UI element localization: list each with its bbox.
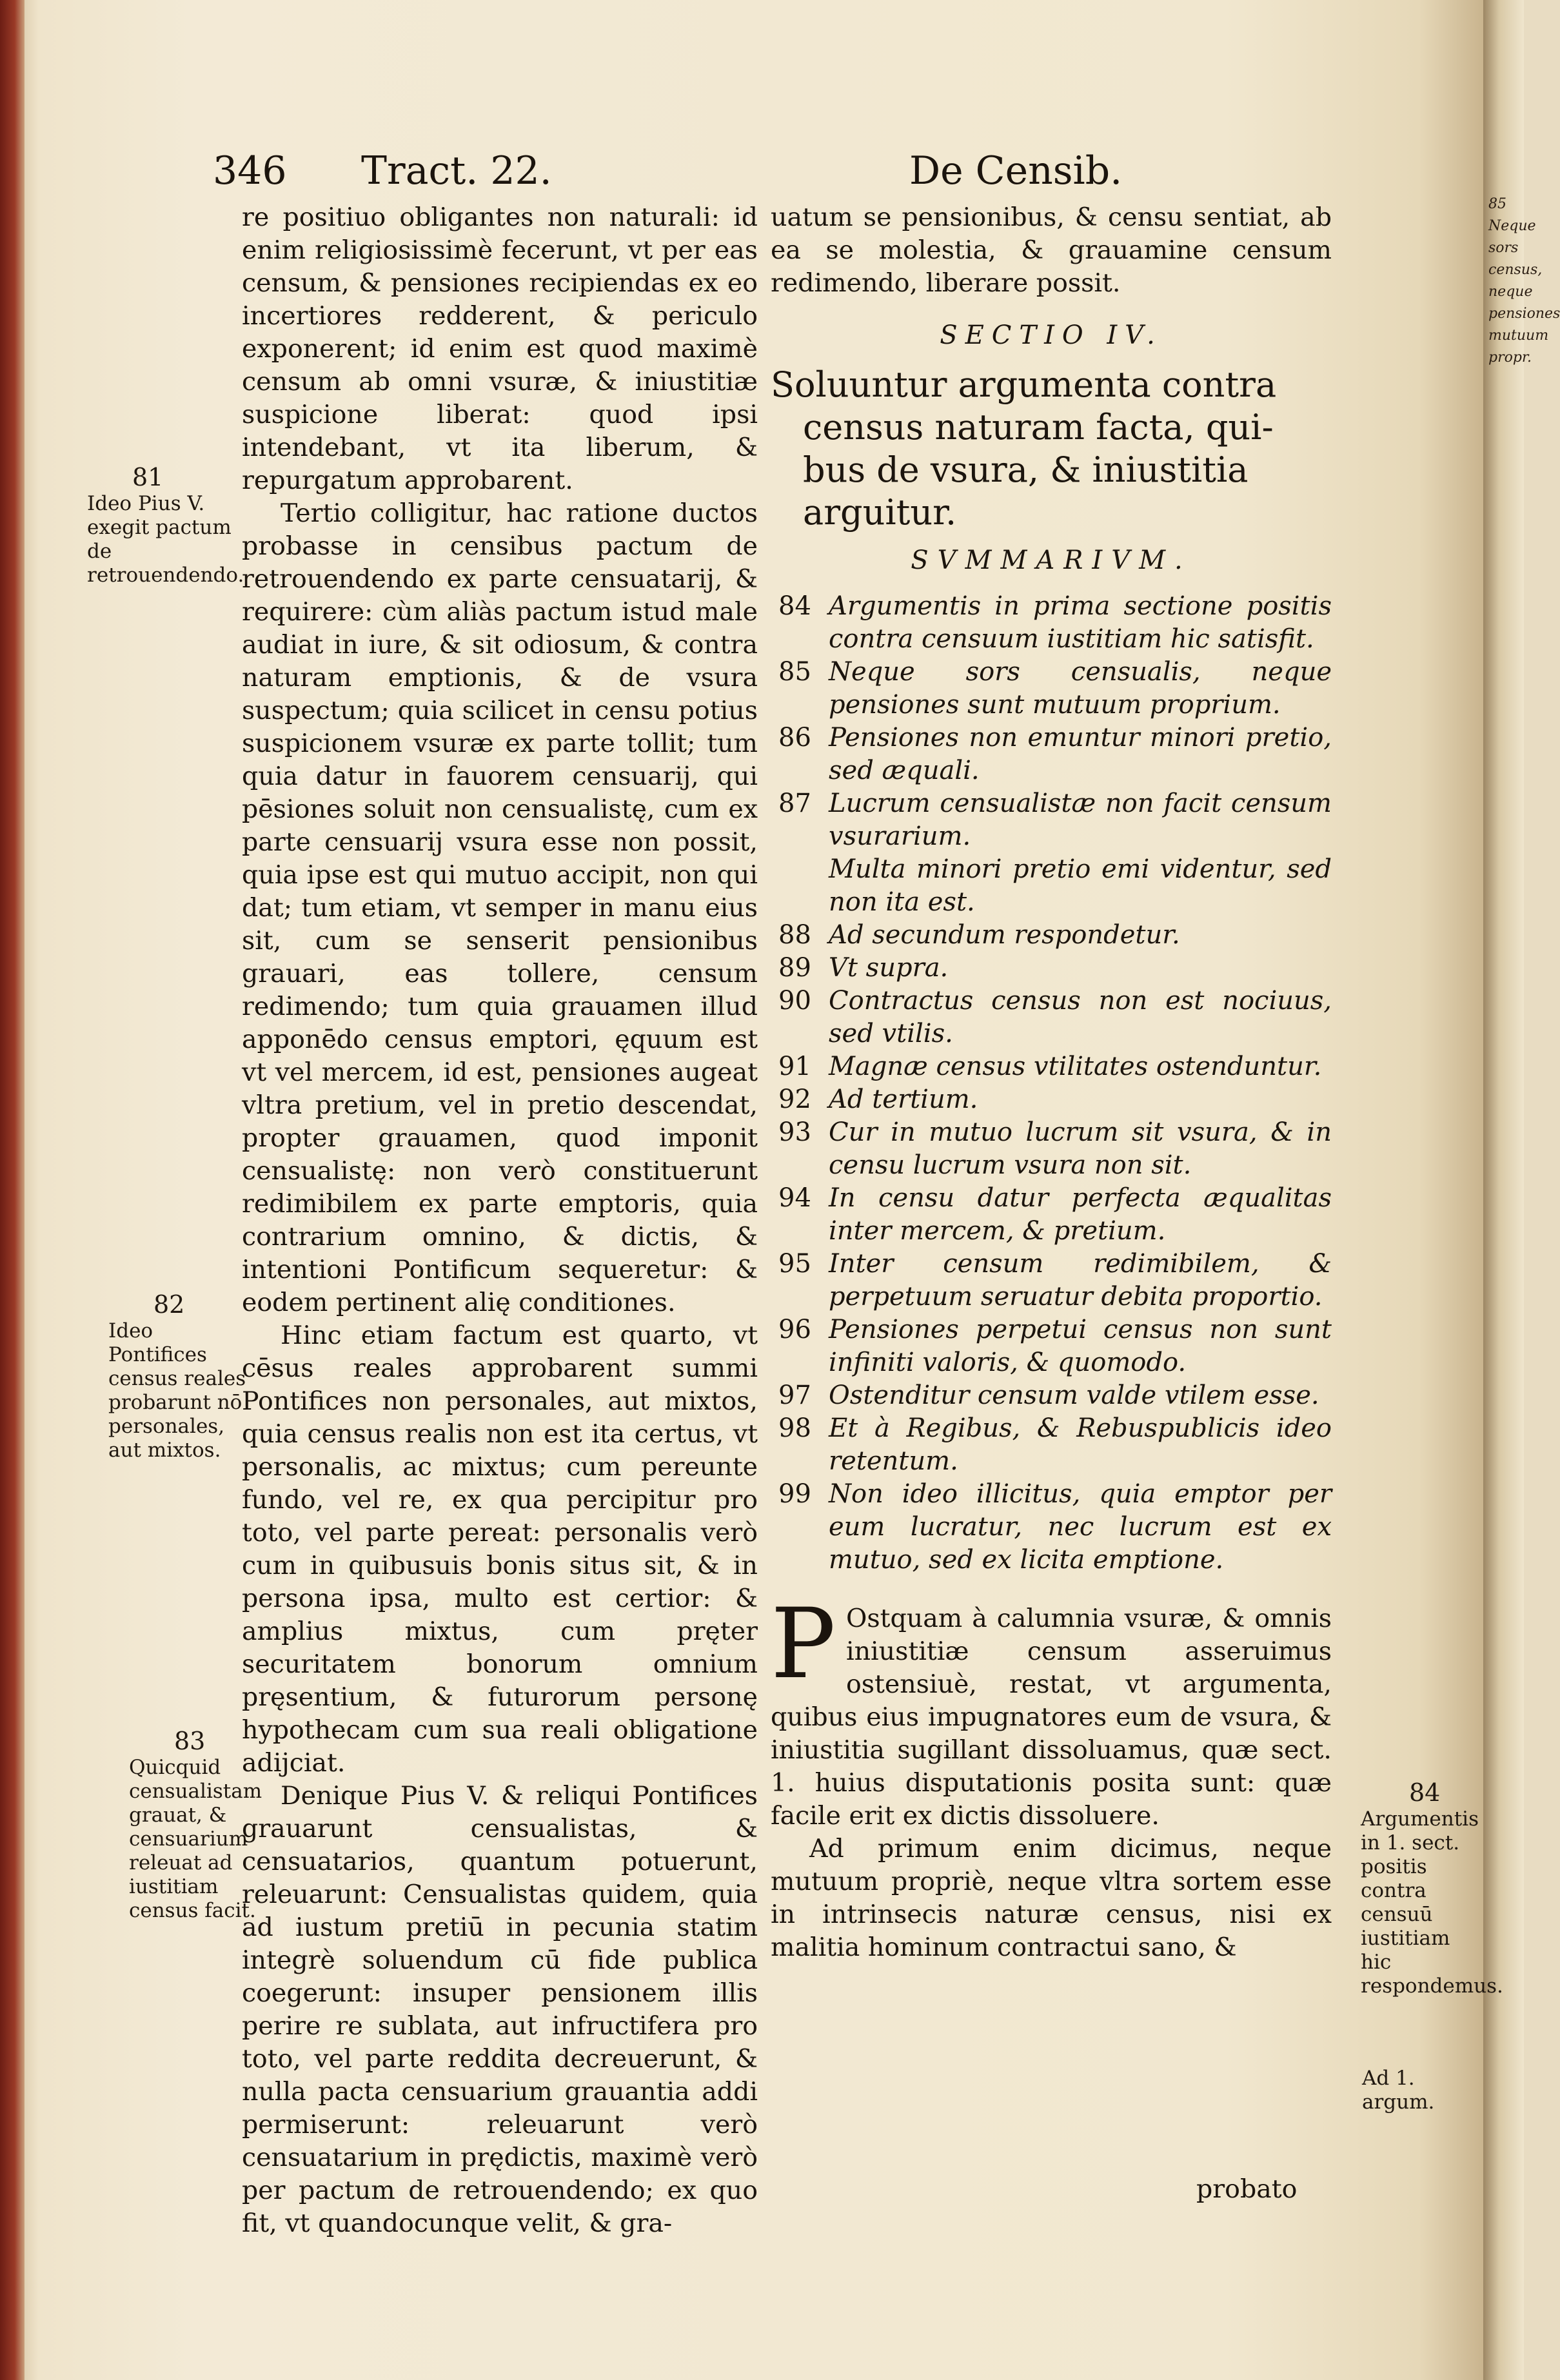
margin-note-number: 81 xyxy=(132,463,164,491)
summary-item xyxy=(771,1083,1332,1116)
paragraph-text: Ostquam à calumnia vsuræ, & omnis iniustitiæ censum asseruimus ostensiuè, restat, vt argumenta, quibus eius impugnatores eum de vsura, & iniustitia sugillant dissoluamus, quæ sect. 1. huius disputationis posita sunt: quæ facile erit ex dictis dissoluere. xyxy=(771,1604,1332,1831)
summary-item-text: Inter censum redimibilem, & perpetuum seruatur debita proportio. xyxy=(829,1249,1332,1312)
summary-item-number: 93 xyxy=(778,1117,811,1147)
paragraph: Hinc etiam factum est quarto, vt cēsus reales approbarent summi Pontifices non personales, aut mixtos, quia census realis non est ita certus, vt personalis, ac mixtus; cum pereunte fundo, vel re, ex qua percipitur pro toto, vel parte pereat: personalis verò cum in quibusuis bonis situs sit, & in persona ipsa, multo est certior: & amplius mixtus, cum pręter securitatem bonorum omnium pręsentium, & futurorum personę hypothecam cum sua reali obligatione adijciat. xyxy=(242,1321,758,1778)
summary-item xyxy=(771,853,1332,919)
summary-item xyxy=(771,1412,1332,1478)
summary-item-text: Et à Regibus, & Rebuspublicis ideo retentum. xyxy=(829,1413,1332,1476)
margin-note-number: 82 xyxy=(153,1290,185,1319)
summary-item xyxy=(771,919,1332,952)
page-number: 346 xyxy=(213,148,287,193)
paragraph xyxy=(771,1588,1332,1833)
drop-cap: P xyxy=(771,1588,836,1700)
header-title: De Censib. xyxy=(909,148,1123,193)
summary-item-number: 84 xyxy=(778,591,811,621)
summary-item-number: 85 xyxy=(778,657,811,687)
summary-item-text: Vt supra. xyxy=(829,953,949,983)
summary-item xyxy=(771,787,1332,853)
margin-note-text: Ideo Pontifices census reales probarunt nō personales, aut mixtos. xyxy=(108,1319,246,1462)
summary-item-text: Non ideo illicitus, quia emptor per eum lucratur, nec lucrum est ex mutuo, sed ex licita emptione. xyxy=(829,1479,1332,1575)
summary-item-number: 88 xyxy=(778,920,811,950)
summary-item xyxy=(771,952,1332,985)
summarium-heading: SVMMARIVM. xyxy=(911,546,1192,575)
section-title-line: census naturam facta, qui- xyxy=(803,407,1274,447)
margin-note-84 xyxy=(1361,1778,1503,1998)
summary-item xyxy=(771,1379,1332,1412)
adjacent-page-strip xyxy=(1483,0,1560,2380)
summary-item-text: In censu datur perfecta æqualitas inter mercem, & pretium. xyxy=(829,1183,1332,1246)
summary-item-number: 97 xyxy=(778,1381,811,1410)
summary-item-number: 91 xyxy=(778,1052,811,1081)
summary-item xyxy=(771,722,1332,787)
running-header xyxy=(213,148,1361,200)
summary-item xyxy=(771,1050,1332,1083)
summary-item-text: Pensiones non emuntur minori pretio, sed æquali. xyxy=(829,723,1332,785)
margin-note-81 xyxy=(87,463,244,587)
summary-item-number: 87 xyxy=(778,789,811,818)
summary-item-text: Lucrum censualistæ non facit censum vsurarium. xyxy=(829,789,1332,851)
summary-item xyxy=(771,1248,1332,1313)
section-body xyxy=(771,1588,1332,1964)
summary-item-text: Ostenditur censum valde vtilem esse. xyxy=(829,1381,1319,1410)
paragraph: Denique Pius V. & reliqui Pontifices grauarunt censualistas, & censuatarios, quantum potuerunt, releuarunt: Censualistas quidem, quia ad iustum pretiū in pecunia statim integrè soluendum cū fide publica coegerunt: insuper pensionem illis perire re sublata, aut infructifera pro toto, vel parte reddita decreuerunt, & nulla pacta censuarium grauantia addi permiserunt: releuarunt verò censuatarium in prędictis, maximè verò per pactum de retrouendendo; ex quo fit, vt quandocunque velit, & gra- xyxy=(242,1781,758,2238)
section-number: SECTIO IV. xyxy=(940,320,1163,350)
summary-item-text: Pensiones perpetui census non sunt infiniti valoris, & quomodo. xyxy=(829,1315,1332,1377)
summary-item-text: Magnæ census vtilitates ostenduntur. xyxy=(829,1052,1322,1081)
left-text-column xyxy=(242,201,758,2240)
summary-item-number: 90 xyxy=(778,986,811,1016)
summary-item xyxy=(771,590,1332,656)
summary-item-text: Ad secundum respondetur. xyxy=(829,920,1180,950)
margin-note-text: Ideo Pius V. exegit pactum de retrouendendo. xyxy=(87,492,244,587)
summary-item-number: 99 xyxy=(778,1479,811,1509)
margin-note-text: Ad 1. argum. xyxy=(1362,2067,1435,2114)
summary-item-text: Argumentis in prima sectione positis contra censuum iustitiam hic satisfit. xyxy=(829,591,1332,654)
summary-item-text: Contractus census non est nociuus, sed vtilis. xyxy=(829,986,1332,1048)
section-title xyxy=(771,364,1332,534)
summary-item-number: 95 xyxy=(778,1249,811,1279)
catchword: probato xyxy=(1196,2174,1298,2204)
summarium-list xyxy=(771,590,1332,1577)
margin-note-text: Argumentis in 1. sect. positis contra censuū iustitiam hic respondemus. xyxy=(1361,1807,1503,1998)
summary-item-number: 96 xyxy=(778,1315,811,1344)
summary-item-number: 89 xyxy=(778,953,811,983)
adjacent-page-text: 85 Neque sors census, neque pensiones mutuum propr. xyxy=(1488,196,1560,366)
summary-item-text: Ad tertium. xyxy=(829,1085,978,1114)
summary-item xyxy=(771,1116,1332,1182)
paragraph: uatum se pensionibus, & censu sentiat, ab ea se molestia, & grauamine censum redimendo, liberare possit. xyxy=(771,202,1332,298)
summary-item-text: Cur in mutuo lucrum sit vsura, & in censu lucrum vsura non sit. xyxy=(829,1117,1332,1180)
summary-item xyxy=(771,985,1332,1050)
margin-note-text: Quicquid censualistam grauat, & censuarium releuat ad iustitiam census facit. xyxy=(129,1756,262,1922)
paragraph: Tertio colligitur, hac ratione ductos probasse in censibus pactum de retrouendendo ex parte censuatarij, & requirere: cùm aliàs pactum istud male audiat in iure, & sit odiosum, & contra naturam emptionis, & de vsura suspectum; quia scilicet in censu potius suspicionem vsuræ ex parte tollit; tum quia datur in fauorem censuarij, qui pēsiones soluit non censualistę, cum ex parte censuarij vsura esse non possit, quia ipse est qui mutuo accipit, non qui dat; tum etiam, vt semper in manu eius sit, cum se senserit pensionibus grauari, eas tollere, censum redimendo; tum quia grauamen illud apponēdo census emptori, ęquum est vt vel mercem, id est, pensiones augeat vltra pretium, vel in pretio descendat, propter grauamen, quod imponit censualistę: non verò constituerunt redimibilem ex parte emptoris, quia contrarium omnino, & dictis, & intentioni Pontificum sequeretur: & eodem pertinent alię conditiones. xyxy=(242,498,758,1317)
margin-note-ad1 xyxy=(1362,2067,1481,2114)
summary-item xyxy=(771,1313,1332,1379)
summary-item-text: Neque sors censualis, neque pensiones sunt mutuum proprium. xyxy=(829,657,1332,720)
margin-note-number: 84 xyxy=(1409,1778,1441,1807)
margin-note-82 xyxy=(108,1290,247,1462)
right-text-column xyxy=(771,201,1332,1964)
section-title-line: bus de vsura, & iniustitia arguitur. xyxy=(803,449,1249,533)
summary-item-number: 86 xyxy=(778,723,811,752)
section-title-line: Soluuntur argumenta contra xyxy=(771,364,1277,405)
summary-item-number: 98 xyxy=(778,1413,811,1443)
summary-item xyxy=(771,1182,1332,1248)
paragraph: re positiuo obligantes non naturali: id enim religiosissimè fecerunt, vt per eas censum, & pensiones recipiendas ex eo incertiores redderent, & periculo exponerent; id enim est quod maximè censum ab omni vsuræ, & iniustitiæ suspicione liberat: quod ipsi intendebant, vt ita liberum, & repurgatum approbarent. xyxy=(242,202,758,495)
summary-item-number: 92 xyxy=(778,1085,811,1114)
summary-item-text: Multa minori pretio emi videntur, sed non ita est. xyxy=(829,854,1332,917)
page-gutter-edge xyxy=(0,0,25,2380)
summary-item xyxy=(771,1478,1332,1577)
paragraph: Ad primum enim dicimus, neque mutuum propriè, neque vltra sortem esse in intrinsecis naturæ census, nisi ex malitia hominum contractui sano, & xyxy=(771,1834,1332,1962)
tract-label: Tract. 22. xyxy=(361,148,552,193)
summary-item xyxy=(771,656,1332,722)
margin-note-number: 83 xyxy=(174,1727,206,1755)
summary-item-number: 94 xyxy=(778,1183,811,1213)
